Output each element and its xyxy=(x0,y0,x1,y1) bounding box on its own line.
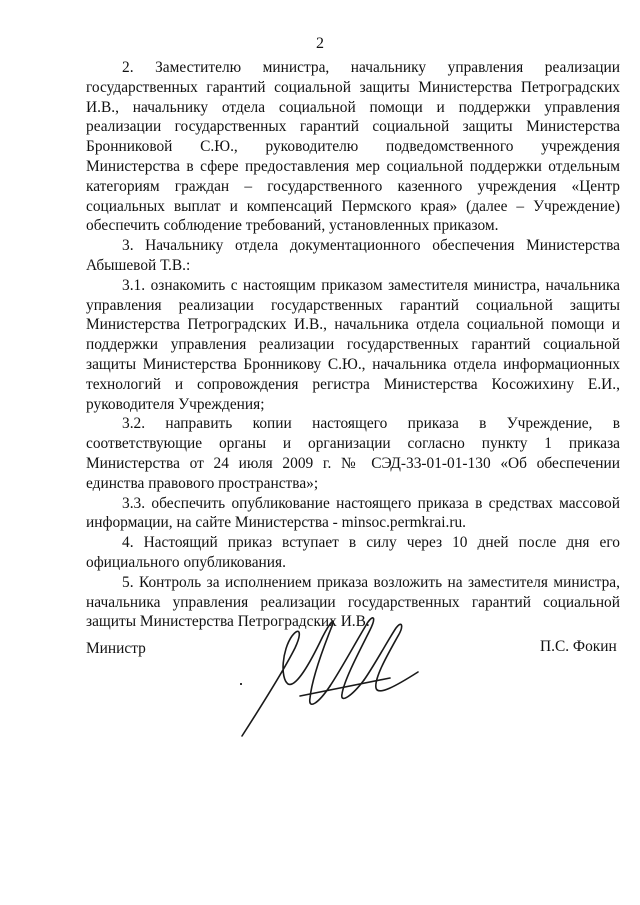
paragraph-4: 4. Настоящий приказ вступает в силу через 10 дней после дня его официального опубликования. xyxy=(86,534,620,571)
signatory-name: П.С. Фокин xyxy=(540,638,617,655)
paragraph-3-2: 3.2. направить копии настоящего приказа в Учреждение, в соответствующие органы и организации согласно пункту 1 приказа Министерства от 24 июля 2009 г. № СЭД-33-01-01-130 «Об обеспечении единства правового пространства»; xyxy=(86,415,620,492)
paragraph-5: 5. Контроль за исполнением приказа возложить на заместителя министра, начальника управления реализации государственных гарантий социальной защиты Министерства Петроградских И.В. xyxy=(86,573,620,631)
paragraph-3-1: 3.1. ознакомить с настоящим приказом заместителя министра, начальника управления реализации государственных гарантий социальной защиты Министерства Петроградских И.В., начальника отдела социальной помощи и поддержки управления реализации государственных гарантий социальной защиты Министерства Бронникову С.Ю., начальника отдела информационных технологий и сопровождения регистра Министерства Косожихину Е.И., руководителя Учреждения; xyxy=(86,276,620,413)
page-number: 2 xyxy=(316,35,324,52)
paragraph-3-3: 3.3. обеспечить опубликование настоящего приказа в средствах массовой информации, на сайте Министерства - minsoc.permkrai.ru. xyxy=(86,494,620,532)
scan-speck xyxy=(240,683,242,685)
signatory-position: Министр xyxy=(86,640,146,657)
handwritten-signature xyxy=(240,608,420,743)
paragraph-3: 3. Начальнику отдела документационного обеспечения Министерства Абышевой Т.В.: xyxy=(86,237,620,274)
paragraph-2: 2. Заместителю министра, начальнику управления реализации государственных гарантий социальной защиты Министерства Петроградских И.В., начальнику отдела социальной помощи и поддержки управления реализации государственных гарантий социальной защиты Министерства Бронниковой С.Ю., руководителю подведомственного учреждения Министерства в сфере предоставления мер социальной поддержки отдельным категориям граждан – государственного казенного учреждения «Центр социальных выплат и компенсаций Пермского края» (далее – Учреждение) обеспечить соблюдение требований, установленных приказом. xyxy=(86,59,620,235)
document-body xyxy=(86,58,620,632)
